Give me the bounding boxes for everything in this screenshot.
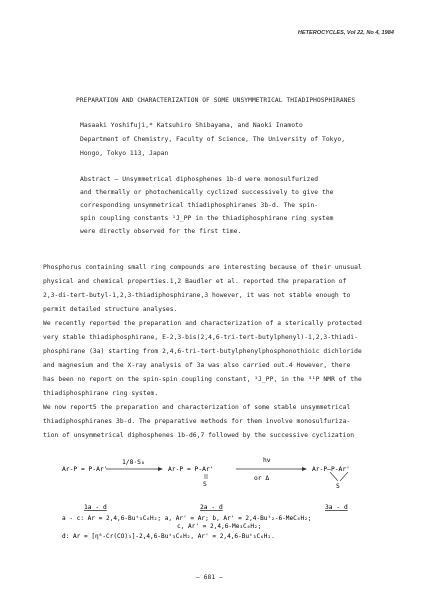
body-line: We now report5 the preparation and characterization of some stable unsymmetrical	[43, 404, 351, 411]
compound-label-3: 3a - d	[325, 504, 348, 511]
body-line: has been no report on the spin-spin coupling constant, ¹J_PP, in the ³¹P NMR of the	[43, 376, 362, 383]
author-list: Masaaki Yoshifuji,* Katsuhiro Shibayama, and Naoki Inamoto	[80, 122, 303, 129]
body-line: physical and chemical properties.1,2 Baudler et al. reported the preparation of	[43, 278, 347, 285]
compound-label-1: 1a - d	[84, 504, 107, 511]
abstract-line: and thermally or photochemically cyclized successively to give the	[80, 189, 334, 196]
compound-2: Ar-P = P-Ar'	[168, 466, 214, 473]
abstract-line: corresponding unsymmetrical thiadiphosphiranes 3b-d. The spin-	[80, 202, 319, 209]
body-line: We recently reported the preparation and characterization of a sterically protected	[43, 320, 362, 327]
affiliation-line: Hongo, Tokyo 113, Japan	[80, 150, 169, 157]
reagent-heat-label: or Δ	[254, 475, 270, 482]
body-line: Phosphorus containing small ring compounds are interesting because of their unusual	[43, 264, 362, 271]
reagent-sulfur-label: 1/8·S₈	[122, 459, 145, 466]
reagent-light-label: hν	[263, 457, 271, 464]
body-line: permit detailed structure analyses.	[43, 306, 178, 313]
reaction-scheme	[40, 450, 400, 540]
body-line: phosphirane (3a) starting from 2,4,6-tri-tert-butylphenylphosphonothioic dichloride	[43, 348, 362, 355]
ring-bond-line	[340, 472, 348, 481]
page-number: — 681 —	[196, 574, 223, 581]
substituent-definition: c, Ar' = 2,4,6-Me₃C₆H₂;	[177, 523, 262, 530]
journal-header: HETEROCYCLES, Vol 22, No 4, 1984	[297, 30, 394, 36]
substituent-definition: a - c: Ar = 2,4,6-Buᵗ₃C₆H₂; a, Ar' = Ar; b, Ar' = 2,4-Buᵗ₂-6-MeC₆H₂;	[62, 515, 312, 522]
arrow-head-icon	[158, 467, 163, 471]
paper-title: PREPARATION AND CHARACTERIZATION OF SOME UNSYMMETRICAL THIADIPHOSPHIRANES	[76, 97, 356, 104]
ring-sulfur-atom: S	[336, 483, 340, 490]
body-line: and magnesium and the X-ray analysis of 3a was also carried out.4 However, there	[43, 362, 351, 369]
body-line: very stable thiadiphosphirane, E-2,3-bis(2,4,6-tri-tert-butylphenyl)-1,2,3-thiadi-	[43, 334, 358, 341]
abstract-line: were directly observed for the first time.	[80, 228, 242, 235]
sulfur-atom: S	[203, 481, 207, 488]
body-line: thiadiphosphirane ring system.	[43, 390, 159, 397]
arrow-head-icon	[302, 467, 307, 471]
substituent-definition: d: Ar = [η⁶-Cr(CO)₃]-2,4,6-Buᵗ₃C₆H₂, Ar' = 2,4,6-Buᵗ₃C₆H₂.	[62, 533, 275, 540]
body-line: thiadiphosphiranes 3b-d. The preparative methods for them involve monosulfuriza-	[43, 418, 351, 425]
compound-label-2: 2a - d	[200, 504, 223, 511]
affiliation-line: Department of Chemistry, Faculty of Science, The University of Tokyo,	[80, 136, 346, 143]
abstract-line: Abstract — Unsymmetrical diphosphenes 1b-d were monosulfurized	[80, 176, 319, 183]
body-line: tion of unsymmetrical diphosphenes 1b-d6,7 followed by the successive cyclization	[43, 432, 355, 439]
abstract-line: spin coupling constants ¹J_PP in the thiadiphosphirane ring system	[80, 215, 334, 222]
compound-1: Ar-P = P-Ar'	[62, 466, 108, 473]
body-line: 2,3-di-tert-butyl-1,2,3-thiadiphosphirane,3 however, it was not stable enough to	[43, 292, 351, 299]
compound-3: Ar-P—P-Ar'	[312, 466, 350, 473]
ring-bond-line	[330, 472, 338, 481]
